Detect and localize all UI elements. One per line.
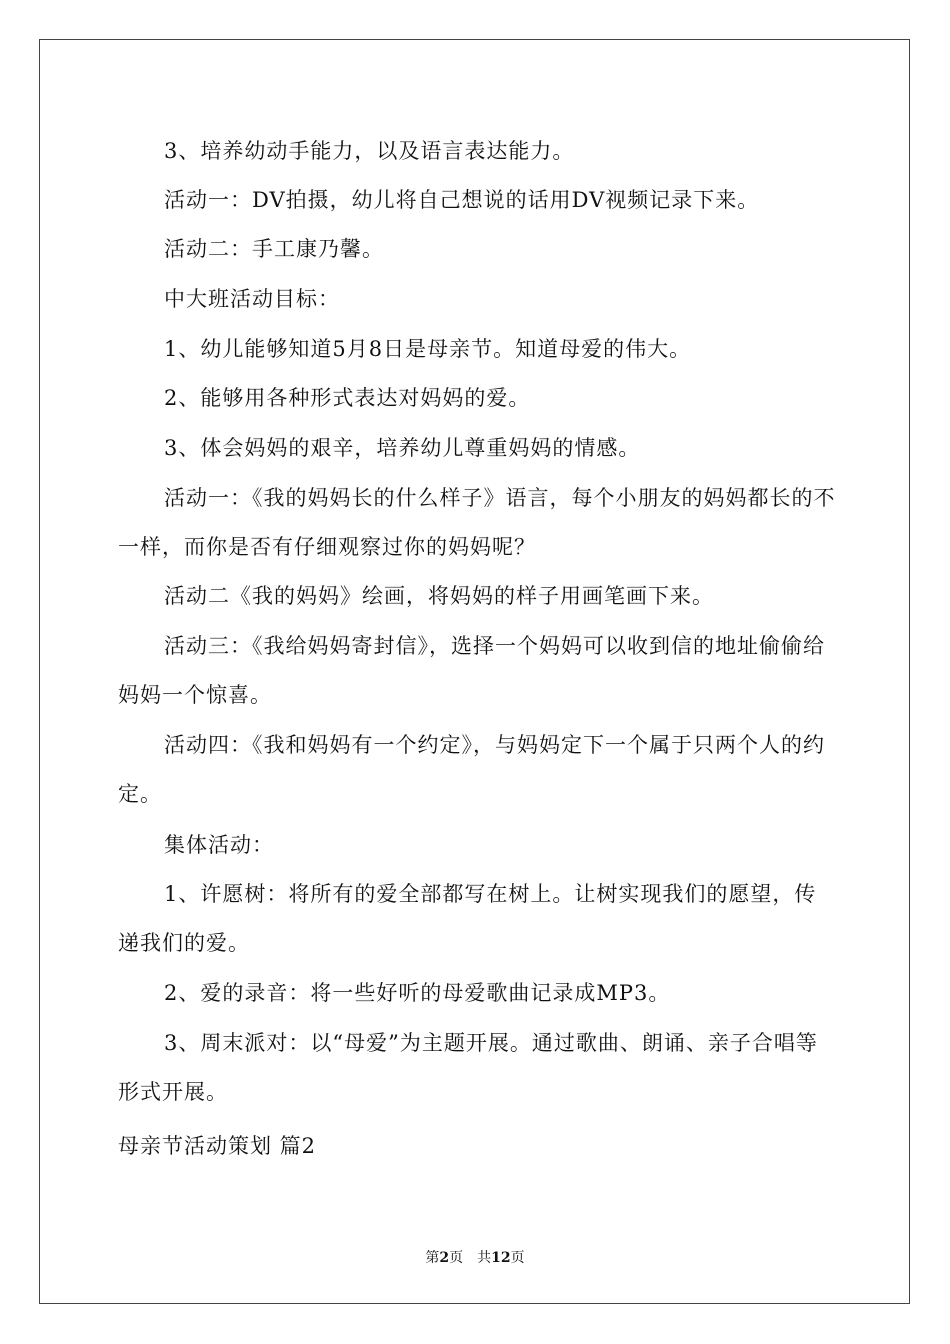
page-footer: [0, 1248, 950, 1268]
paragraph-12: 集体活动：: [164, 833, 274, 857]
paragraph-3: 活动二：手工康乃馨。: [164, 237, 384, 261]
paragraph-6: 2、能够用各种形式表达对妈妈的爱。: [164, 386, 531, 410]
paragraph-10: 活动三：《我给妈妈寄封信》，选择一个妈妈可以收到信的地址偷偷给妈妈一个惊喜。: [118, 634, 825, 707]
footer-page-total: 12: [491, 1250, 511, 1266]
paragraph-5: 1、幼儿能够知道5月8日是母亲节。知道母爱的伟大。: [164, 337, 692, 361]
paragraph-2: 活动一：DV拍摄，幼儿将自己想说的话用DV视频记录下来。: [164, 188, 760, 212]
section-heading: 母亲节活动策划 篇2: [118, 1134, 317, 1158]
footer-page-suffix: 页: [510, 1250, 525, 1266]
paragraph-7: 3、体会妈妈的艰辛，培养幼儿尊重妈妈的情感。: [164, 436, 641, 460]
footer-page-mid: 页 共: [449, 1250, 492, 1266]
paragraph-4: 中大班活动目标：: [164, 287, 340, 311]
paragraph-13: 1、许愿树：将所有的爱全部都写在树上。让树实现我们的愿望，传递我们的爱。: [118, 882, 817, 955]
footer-page-prefix: 第: [425, 1250, 440, 1266]
paragraph-8: 活动一：《我的妈妈长的什么样子》语言，每个小朋友的妈妈都长的不一样，而你是否有仔细观察过你的妈妈呢？: [118, 486, 836, 559]
footer-page-current: 2: [439, 1250, 450, 1266]
paragraph-1: 3、培养幼动手能力，以及语言表达能力。: [164, 139, 575, 163]
paragraph-14: 2、爱的录音：将一些好听的母爱歌曲记录成MP3。: [164, 981, 671, 1005]
paragraph-15: 3、周末派对：以“母爱”为主题开展。通过歌曲、朗诵、亲子合唱等形式开展。: [118, 1031, 818, 1104]
paragraph-9: 活动二《我的妈妈》绘画，将妈妈的样子用画笔画下来。: [164, 584, 714, 608]
paragraph-11: 活动四：《我和妈妈有一个约定》，与妈妈定下一个属于只两个人的约定。: [118, 733, 825, 806]
